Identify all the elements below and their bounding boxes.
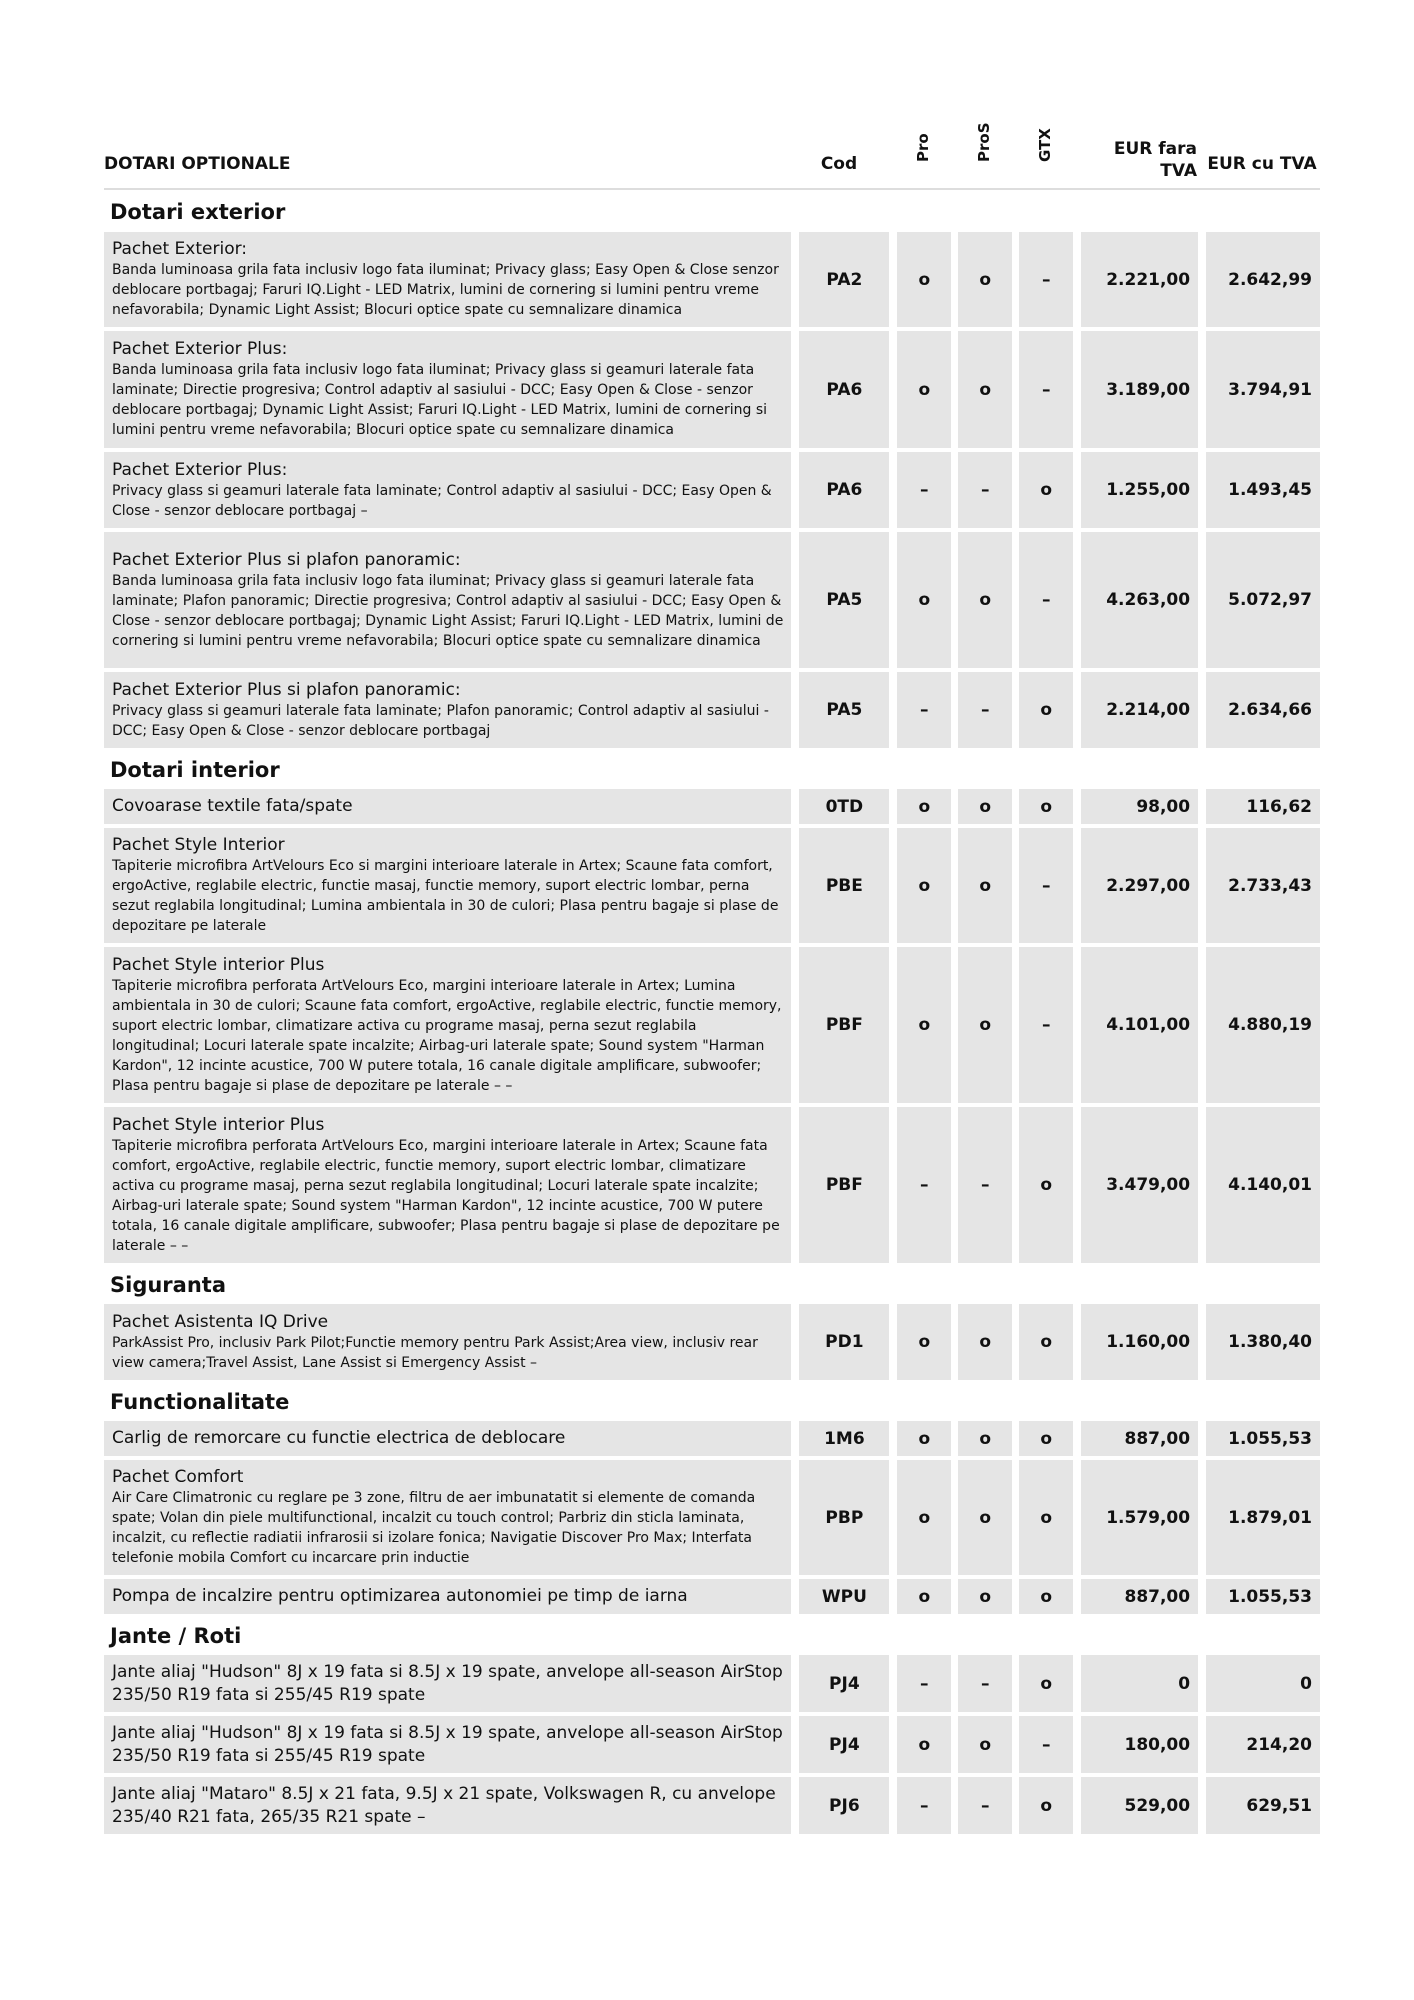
avail-pros: o — [958, 1421, 1012, 1456]
avail-pro: o — [897, 232, 951, 327]
option-title: Pachet Exterior: — [112, 239, 248, 259]
option-title: Pompa de incalzire pentru optimizarea autonomiei pe timp de iarna — [112, 1586, 688, 1606]
col-header-gtx: GTX — [1036, 128, 1054, 162]
option-title: Pachet Style interior Plus — [112, 1114, 325, 1135]
avail-pros: o — [958, 532, 1012, 668]
avail-pro: o — [897, 1460, 951, 1575]
option-description — [104, 1421, 791, 1456]
table-row — [104, 1777, 1320, 1834]
avail-gtx: – — [1019, 828, 1073, 943]
option-title: Pachet Asistenta IQ Drive — [112, 1311, 329, 1332]
option-title: Pachet Exterior Plus: — [112, 459, 288, 480]
option-code: PA2 — [799, 232, 889, 327]
option-title: Jante aliaj "Hudson" 8J x 19 fata si 8.5J x 19 spate, anvelope all-season AirStop 235/50 R19 fata si 255/45 R19 spate — [112, 1661, 783, 1705]
option-code: PA6 — [799, 452, 889, 528]
avail-pro: o — [897, 1304, 951, 1380]
price-gross: 629,51 — [1206, 1777, 1320, 1834]
price-gross: 1.493,45 — [1206, 452, 1320, 528]
table-title: DOTARI OPTIONALE — [104, 154, 291, 174]
option-title: Pachet Comfort — [112, 1467, 244, 1487]
table-row — [104, 331, 1320, 448]
table-row — [104, 1107, 1320, 1263]
option-description — [104, 1655, 791, 1712]
col-header-eur-fara-tva: EUR fara TVA — [1113, 139, 1197, 181]
section-title-functionalitate: Functionalitate — [110, 1390, 290, 1414]
col-header-pro: Pro — [914, 133, 932, 162]
avail-gtx: o — [1019, 789, 1073, 824]
avail-pros: o — [958, 1460, 1012, 1575]
option-details: Privacy glass si geamuri laterale fata laminate; Plafon panoramic; Control adaptiv al sasiului - DCC; Easy Open & Close - senzor deblocare portbagaj — [112, 702, 769, 739]
avail-gtx: o — [1019, 1107, 1073, 1263]
section-title-siguranta: Siguranta — [110, 1273, 226, 1297]
avail-gtx: – — [1019, 532, 1073, 668]
option-details: Tapiterie microfibra perforata ArtVelours Eco, margini interioare laterale in Artex; Lumina ambientala in 30 de culori; Scaune fata comfort, ergoActive, reglabile electric, functie memory, suport electric lombar, climatizare activa cu programe masaj, perna sezut reglabila longitudinal; Locuri laterale spate incalzite; Airbag-uri laterale spate; Sound system "Harman Kardon", 12 incinte acustice, 700 W putere totala, 16 canale digitale amplificare, subwoofer; Plasa pentru bagaje si plase de depozitare pe laterale – – — [112, 977, 782, 1094]
price-gross: 116,62 — [1206, 789, 1320, 824]
table-header — [104, 122, 1320, 190]
option-details: Banda luminoasa grila fata inclusiv logo fata iluminat; Privacy glass si geamuri laterale fata laminate; Directie progresiva; Control adaptiv al sasiului - DCC; Easy Open & Close - senzor deblocare portbagaj; Dynamic Light Assist; Faruri IQ.Light - LED Matrix, lumini de cornering si lumini pentru vreme nefavorabila; Blocuri optice spate cu semnalizare dinamica — [112, 362, 768, 438]
price-gross: 4.880,19 — [1206, 947, 1320, 1103]
table-row — [104, 828, 1320, 943]
option-title: Covoarase textile fata/spate — [112, 796, 353, 816]
option-code: PD1 — [799, 1304, 889, 1380]
table-row — [104, 1304, 1320, 1380]
avail-gtx: – — [1019, 1716, 1073, 1773]
option-description — [104, 232, 791, 327]
option-description — [104, 1107, 791, 1263]
price-net: 887,00 — [1081, 1421, 1198, 1456]
col-header-pros: ProS — [975, 122, 993, 162]
option-description — [104, 1716, 791, 1773]
avail-gtx: – — [1019, 232, 1073, 327]
option-code: 0TD — [799, 789, 889, 824]
option-code: PA5 — [799, 672, 889, 748]
options-price-table — [104, 122, 1320, 1838]
avail-pros: o — [958, 1579, 1012, 1614]
avail-pro: o — [897, 532, 951, 668]
avail-pro: – — [897, 1107, 951, 1263]
price-net: 3.189,00 — [1081, 331, 1198, 448]
section-title-exterior: Dotari exterior — [110, 200, 286, 224]
avail-pro: – — [897, 1655, 951, 1712]
avail-pros: o — [958, 232, 1012, 327]
price-net: 4.263,00 — [1081, 532, 1198, 668]
price-net: 2.221,00 — [1081, 232, 1198, 327]
table-row — [104, 232, 1320, 327]
option-details: Privacy glass si geamuri laterale fata laminate; Control adaptiv al sasiului - DCC; Easy Open & Close - senzor deblocare portbagaj – — [112, 482, 772, 519]
option-description — [104, 1579, 791, 1614]
price-gross: 2.733,43 — [1206, 828, 1320, 943]
option-description — [104, 789, 791, 824]
price-gross: 1.879,01 — [1206, 1460, 1320, 1575]
option-description — [104, 1777, 791, 1834]
price-gross: 1.055,53 — [1206, 1421, 1320, 1456]
avail-pros: o — [958, 1304, 1012, 1380]
avail-pro: o — [897, 947, 951, 1103]
avail-pros: – — [958, 452, 1012, 528]
section-title-jante: Jante / Roti — [110, 1624, 242, 1648]
option-code: PA6 — [799, 331, 889, 448]
avail-pros: – — [958, 1655, 1012, 1712]
option-title: Pachet Style Interior — [112, 835, 285, 855]
col-header-eur-cu-tva: EUR cu TVA — [1207, 154, 1317, 174]
price-gross: 5.072,97 — [1206, 532, 1320, 668]
option-description — [104, 331, 791, 448]
avail-gtx: o — [1019, 1655, 1073, 1712]
option-description — [104, 532, 791, 668]
price-net: 180,00 — [1081, 1716, 1198, 1773]
option-code: WPU — [799, 1579, 889, 1614]
avail-pros: o — [958, 789, 1012, 824]
option-code: PJ4 — [799, 1655, 889, 1712]
option-title: Pachet Exterior Plus: — [112, 339, 288, 359]
table-row — [104, 789, 1320, 824]
avail-gtx: – — [1019, 947, 1073, 1103]
option-details: Banda luminoasa grila fata inclusiv logo fata iluminat; Privacy glass; Easy Open & Close senzor deblocare portbagaj; Faruri IQ.Light - LED Matrix, lumini de cornering si lumini pentru vreme nefavorabila; Dynamic Light Assist; Blocuri optice spate cu semnalizare dinamica — [112, 262, 779, 318]
option-title: Pachet Exterior Plus si plafon panoramic: — [112, 679, 461, 700]
option-details: Tapiterie microfibra perforata ArtVelours Eco, margini interioare laterale in Artex; Scaune fata comfort, ergoActive, reglabile electric, functie memory, suport electric lombar, climatizare activa cu programe masaj, perna sezut reglabila longitudinal; Locuri laterale spate incalzite; Airbag-uri laterale spate; Sound system "Harman Kardon", 12 incinte acustice, 700 W putere totala, 16 canale digitale amplificare, subwoofer; Plasa pentru bagaje si plase de depozitare pe laterale – – — [112, 1137, 780, 1254]
option-code: PJ6 — [799, 1777, 889, 1834]
avail-pro: o — [897, 828, 951, 943]
table-row — [104, 1421, 1320, 1456]
table-row — [104, 1460, 1320, 1575]
option-description — [104, 672, 791, 748]
avail-pro: o — [897, 1579, 951, 1614]
table-row — [104, 1579, 1320, 1614]
avail-gtx: o — [1019, 1579, 1073, 1614]
option-details: Air Care Climatronic cu reglare pe 3 zone, filtru de aer imbunatatit si elemente de comanda spate; Volan din piele multifunctional, incalzit cu touch control; Parbriz din sticla laminata, incalzit, cu reflectie radiatii infrarosii si izolare fonica; Navigatie Discover Pro Max; Interfata telefonie mobila Comfort cu incarcare prin inductie — [112, 1490, 756, 1566]
avail-pro: – — [897, 452, 951, 528]
option-description — [104, 1304, 791, 1380]
col-header-cod: Cod — [820, 154, 858, 174]
option-description — [104, 947, 791, 1103]
avail-gtx: – — [1019, 331, 1073, 448]
section-title-interior: Dotari interior — [110, 758, 280, 782]
avail-gtx: o — [1019, 1421, 1073, 1456]
avail-pro: o — [897, 789, 951, 824]
table-row — [104, 532, 1320, 668]
avail-pros: – — [958, 1107, 1012, 1263]
avail-pros: o — [958, 947, 1012, 1103]
price-net: 887,00 — [1081, 1579, 1198, 1614]
table-row — [104, 1716, 1320, 1773]
option-details: Tapiterie microfibra ArtVelours Eco si margini interioare laterale in Artex; Scaune fata comfort, ergoActive, reglabile electric, functie masaj, functie memory, suport electric lombar, perna sezut reglabila longitudinal; Lumina ambientala in 30 de culori; Plasa pentru bagaje si plase de depozitare pe laterale — [112, 858, 779, 934]
avail-gtx: o — [1019, 452, 1073, 528]
price-gross: 2.634,66 — [1206, 672, 1320, 748]
option-code: PBP — [799, 1460, 889, 1575]
option-description — [104, 1460, 791, 1575]
option-title: Jante aliaj "Hudson" 8J x 19 fata si 8.5J x 19 spate, anvelope all-season AirStop 235/50 R19 fata si 255/45 R19 spate — [112, 1722, 783, 1766]
option-description — [104, 828, 791, 943]
avail-pros: o — [958, 828, 1012, 943]
avail-pros: o — [958, 331, 1012, 448]
price-gross: 1.055,53 — [1206, 1579, 1320, 1614]
table-row — [104, 1655, 1320, 1712]
table-row — [104, 452, 1320, 528]
avail-pros: o — [958, 1716, 1012, 1773]
price-net: 98,00 — [1081, 789, 1198, 824]
price-gross: 3.794,91 — [1206, 331, 1320, 448]
avail-pro: o — [897, 1716, 951, 1773]
price-gross: 2.642,99 — [1206, 232, 1320, 327]
option-code: PBF — [799, 947, 889, 1103]
avail-gtx: o — [1019, 1460, 1073, 1575]
price-gross: 0 — [1206, 1655, 1320, 1712]
price-net: 4.101,00 — [1081, 947, 1198, 1103]
avail-gtx: o — [1019, 1304, 1073, 1380]
option-code: PA5 — [799, 532, 889, 668]
avail-pro: o — [897, 1421, 951, 1456]
option-details: ParkAssist Pro, inclusiv Park Pilot;Functie memory pentru Park Assist;Area view, inclusiv rear view camera;Travel Assist, Lane Assist si Emergency Assist – — [112, 1334, 758, 1371]
price-net: 0 — [1081, 1655, 1198, 1712]
avail-pro: – — [897, 1777, 951, 1834]
avail-gtx: o — [1019, 672, 1073, 748]
price-gross: 1.380,40 — [1206, 1304, 1320, 1380]
avail-pros: – — [958, 1777, 1012, 1834]
price-net: 3.479,00 — [1081, 1107, 1198, 1263]
table-row — [104, 947, 1320, 1103]
option-description — [104, 452, 791, 528]
price-gross: 4.140,01 — [1206, 1107, 1320, 1263]
avail-pros: – — [958, 672, 1012, 748]
option-code: PJ4 — [799, 1716, 889, 1773]
price-net: 2.214,00 — [1081, 672, 1198, 748]
option-code: PBF — [799, 1107, 889, 1263]
table-row — [104, 672, 1320, 748]
price-net: 529,00 — [1081, 1777, 1198, 1834]
price-net: 1.255,00 — [1081, 452, 1198, 528]
price-net: 2.297,00 — [1081, 828, 1198, 943]
option-title: Pachet Exterior Plus si plafon panoramic: — [112, 549, 461, 570]
avail-pro: o — [897, 331, 951, 448]
option-code: PBE — [799, 828, 889, 943]
price-gross: 214,20 — [1206, 1716, 1320, 1773]
option-code: 1M6 — [799, 1421, 889, 1456]
price-net: 1.160,00 — [1081, 1304, 1198, 1380]
price-net: 1.579,00 — [1081, 1460, 1198, 1575]
option-title: Pachet Style interior Plus — [112, 954, 325, 975]
option-title: Jante aliaj "Mataro" 8.5J x 21 fata, 9.5J x 21 spate, Volkswagen R, cu anvelope 235/40 R21 fata, 265/35 R21 spate – — [112, 1783, 776, 1827]
option-details: Banda luminoasa grila fata inclusiv logo fata iluminat; Privacy glass si geamuri laterale fata laminate; Plafon panoramic; Directie progresiva; Control adaptiv al sasiului - DCC; Easy Open & Close - senzor deblocare portbagaj; Dynamic Light Assist; Faruri IQ.Light - LED Matrix, lumini de cornering si lumini pentru vreme nefavorabila; Blocuri optice spate cu semnalizare dinamica — [112, 572, 784, 649]
option-title: Carlig de remorcare cu functie electrica de deblocare — [112, 1428, 566, 1448]
avail-pro: – — [897, 672, 951, 748]
avail-gtx: o — [1019, 1777, 1073, 1834]
